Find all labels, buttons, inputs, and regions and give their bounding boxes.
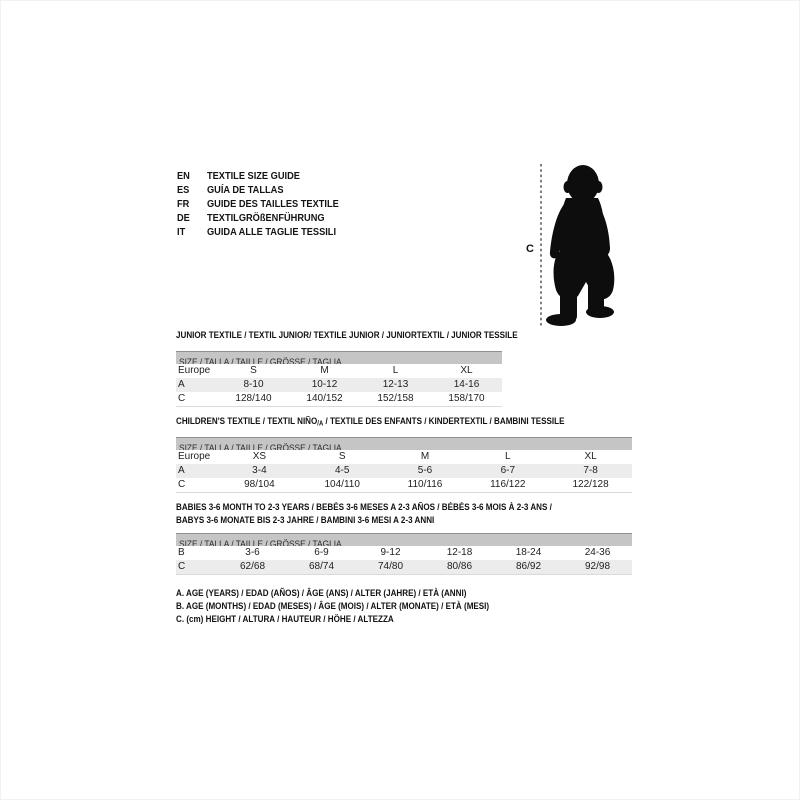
row-header-cell: C — [178, 561, 186, 572]
size-cell: L — [505, 451, 511, 462]
value-cell: 74/80 — [377, 561, 404, 572]
value-cell: 92/98 — [584, 561, 611, 572]
size-header-bar — [176, 351, 502, 364]
value-cell: 9-12 — [380, 547, 401, 558]
value-cell: 10-12 — [311, 379, 338, 390]
value-cell: 158/170 — [448, 393, 485, 404]
value-cell: 8-10 — [243, 379, 264, 390]
size-cell: L — [392, 365, 399, 376]
value-cell: 6-7 — [500, 465, 516, 476]
table-row-height — [176, 560, 632, 574]
size-cell: M — [420, 451, 430, 462]
value-cell: 5-6 — [417, 465, 433, 476]
value-cell: 98/104 — [244, 479, 275, 490]
size-cell: XS — [252, 451, 267, 462]
language-code: IT — [177, 226, 186, 238]
table-row-europe — [176, 450, 632, 464]
row-header-cell: C — [178, 393, 186, 404]
value-cell: 68/74 — [308, 561, 335, 572]
children-title-text: / TEXTILE DES ENFANTS / KINDERTEXTIL / BAMBINI TESSILE — [323, 416, 565, 427]
language-code: DE — [177, 212, 190, 224]
value-cell: 62/68 — [239, 561, 266, 572]
value-cell: 14-16 — [453, 379, 480, 390]
row-header-cell: B — [178, 547, 185, 558]
children-title-text: CHILDREN'S TEXTILE / TEXTIL NIÑO — [176, 416, 318, 427]
children-title-subscript: /A — [317, 420, 324, 428]
value-cell: 116/122 — [490, 479, 526, 490]
legend-line-height: C. (cm) HEIGHT / ALTURA / HAUTEUR / HÖHE / ALTEZZA — [176, 614, 394, 625]
junior-table-title: JUNIOR TEXTILE / TEXTIL JUNIOR/ TEXTILE JUNIOR / JUNIORTEXTIL / JUNIOR TESSILE — [176, 330, 518, 341]
value-cell: 104/110 — [324, 479, 360, 490]
size-cell: M — [320, 365, 329, 376]
size-header-bar — [176, 437, 632, 450]
value-cell: 24-36 — [584, 547, 611, 558]
table-row-age — [176, 378, 502, 392]
language-code: ES — [177, 184, 190, 196]
row-header-cell: A — [178, 379, 185, 390]
language-code: FR — [177, 198, 190, 210]
legend-line-age-years: A. AGE (YEARS) / EDAD (AÑOS) / ÂGE (ANS) / ALTER (JAHRE) / ETÀ (ANNI) — [176, 588, 467, 599]
language-list — [177, 169, 357, 239]
row-header-cell: Europe — [178, 365, 211, 376]
value-cell: 140/152 — [306, 393, 343, 404]
language-row — [177, 183, 357, 197]
value-cell: 3-4 — [252, 465, 267, 476]
language-label: TEXTILGRÖßENFÜHRUNG — [207, 212, 325, 224]
language-row — [177, 197, 357, 211]
babies-table-title-line1: BABIES 3-6 MONTH TO 2-3 YEARS / BEBÉS 3-6 MESES A 2-3 AÑOS / BÉBÉS 3-6 MOIS À 2-3 ANS / — [176, 502, 552, 513]
language-row — [177, 225, 357, 239]
value-cell: 86/92 — [515, 561, 542, 572]
size-cell: S — [250, 365, 257, 376]
baby-silhouette — [524, 160, 620, 330]
babies-table-title-line2: BABYS 3-6 MONATE BIS 2-3 JAHRE / BAMBINI 3-6 MESI A 2-3 ANNI — [176, 515, 435, 526]
language-code: EN — [177, 170, 190, 182]
junior-size-table — [176, 351, 502, 407]
language-row — [177, 169, 357, 183]
height-label: C — [526, 243, 534, 255]
baby-silhouette-shape — [546, 165, 614, 326]
row-header-cell: A — [178, 465, 185, 476]
language-label: GUÍA DE TALLAS — [207, 184, 284, 196]
language-label: GUIDE DES TAILLES TEXTILE — [207, 198, 339, 210]
language-row — [177, 211, 357, 225]
value-cell: 18-24 — [515, 547, 542, 558]
legend-line-age-months: B. AGE (MONTHS) / EDAD (MESES) / ÂGE (MOIS) / ALTER (MONATE) / ETÀ (MESI) — [176, 601, 490, 612]
language-label: GUIDA ALLE TAGLIE TESSILI — [207, 226, 337, 238]
table-row-height — [176, 478, 632, 492]
value-cell: 128/140 — [235, 393, 272, 404]
children-size-table — [176, 437, 632, 493]
value-cell: 122/128 — [572, 479, 609, 490]
value-cell: 80/86 — [446, 561, 473, 572]
babies-size-table — [176, 533, 632, 575]
children-table-title — [176, 416, 564, 431]
row-header-cell: Europe — [178, 451, 211, 462]
value-cell: 6-9 — [314, 547, 329, 558]
value-cell: 7-8 — [583, 465, 598, 476]
table-row-months — [176, 546, 632, 560]
table-row-europe — [176, 364, 502, 378]
size-cell: XL — [584, 451, 597, 462]
value-cell: 110/116 — [407, 479, 443, 490]
value-cell: 12-13 — [382, 379, 409, 390]
value-cell: 3-6 — [245, 547, 260, 558]
size-header-label: SIZE / TALLA / TAILLE / GRÖSSE / TAGLIA — [179, 539, 342, 546]
table-row-height — [176, 392, 502, 406]
size-cell: S — [338, 451, 346, 462]
table-row-age — [176, 464, 632, 478]
size-header-bar — [176, 533, 632, 546]
size-cell: XL — [460, 365, 473, 376]
value-cell: 152/158 — [377, 393, 414, 404]
row-header-cell: C — [178, 479, 186, 490]
language-label: TEXTILE SIZE GUIDE — [207, 170, 300, 182]
size-header-label: SIZE / TALLA / TAILLE / GRÖSSE / TAGLIA — [179, 357, 342, 364]
size-header-label: SIZE / TALLA / TAILLE / GRÖSSE / TAGLIA — [179, 443, 342, 450]
value-cell: 12-18 — [446, 547, 473, 558]
value-cell: 4-5 — [334, 465, 350, 476]
